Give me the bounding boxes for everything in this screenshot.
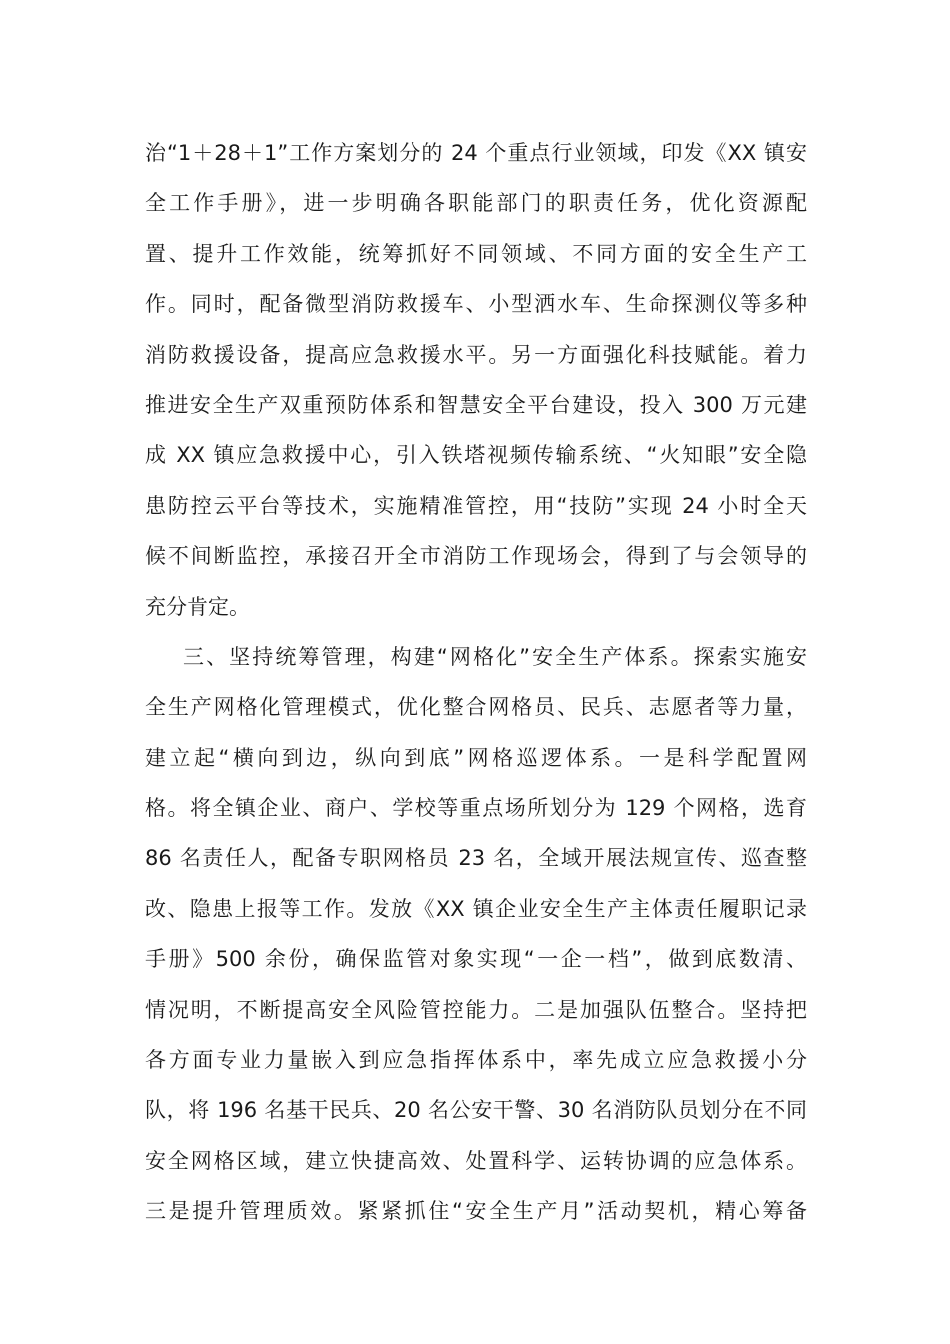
text-line: 充分肯定。 <box>145 594 250 619</box>
text-line: 候不间断监控，承接召开全市消防工作现场会，得到了与会领导的 <box>145 544 807 569</box>
text-line: 推进安全生产双重预防体系和智慧安全平台建设，投入 300 万元建 <box>145 392 807 417</box>
text-line: 消防救援设备，提高应急救援水平。另一方面强化科技赋能。着力 <box>145 342 807 367</box>
text-line: 情况明，不断提高安全风险管控能力。二是加强队伍整合。坚持把 <box>145 997 807 1022</box>
text-line: 安全网格区域，建立快捷高效、处置科学、运转协调的应急体系。 <box>145 1148 807 1173</box>
text-line: 86 名责任人，配备专职网格员 23 名，全域开展法规宣传、巡查整 <box>145 846 807 871</box>
text-line: 治“1＋28＋1”工作方案划分的 24 个重点行业领域，印发《XX 镇安 <box>145 141 807 165</box>
text-line: 三是提升管理质效。紧紧抓住“安全生产月”活动契机，精心筹备 <box>145 1199 807 1224</box>
text-line: 各方面专业力量嵌入到应急指挥体系中，率先成立应急救援小分 <box>145 1048 807 1073</box>
text-line: 成 XX 镇应急救援中心，引入铁塔视频传输系统、“火知眼”安全隐 <box>145 443 807 468</box>
text-line: 全生产网格化管理模式，优化整合网格员、民兵、志愿者等力量， <box>145 695 807 720</box>
text-line: 格。将全镇企业、商户、学校等重点场所划分为 129 个网格，选育 <box>145 796 807 821</box>
text-line: 队，将 196 名基干民兵、20 名公安干警、30 名消防队员划分在不同 <box>145 1098 807 1123</box>
text-line: 置、提升工作效能，统筹抓好不同领域、不同方面的安全生产工 <box>145 241 807 266</box>
body-text <box>145 128 807 1237</box>
text-line: 改、隐患上报等工作。发放《XX 镇企业安全生产主体责任履职记录 <box>145 896 807 921</box>
text-line: 全工作手册》，进一步明确各职能部门的职责任务，优化资源配 <box>145 191 807 216</box>
text-line: 作。同时，配备微型消防救援车、小型洒水车、生命探测仪等多种 <box>145 292 807 317</box>
text-line: 手册》500 余份，确保监管对象实现“一企一档”，做到底数清、 <box>145 947 807 972</box>
text-line: 患防控云平台等技术，实施精准管控，用“技防”实现 24 小时全天 <box>145 493 807 518</box>
text-line: 建立起“横向到边，纵向到底”网格巡逻体系。一是科学配置网 <box>145 745 807 770</box>
text-line: 三、坚持统筹管理，构建“网格化”安全生产体系。探索实施安 <box>183 644 807 669</box>
